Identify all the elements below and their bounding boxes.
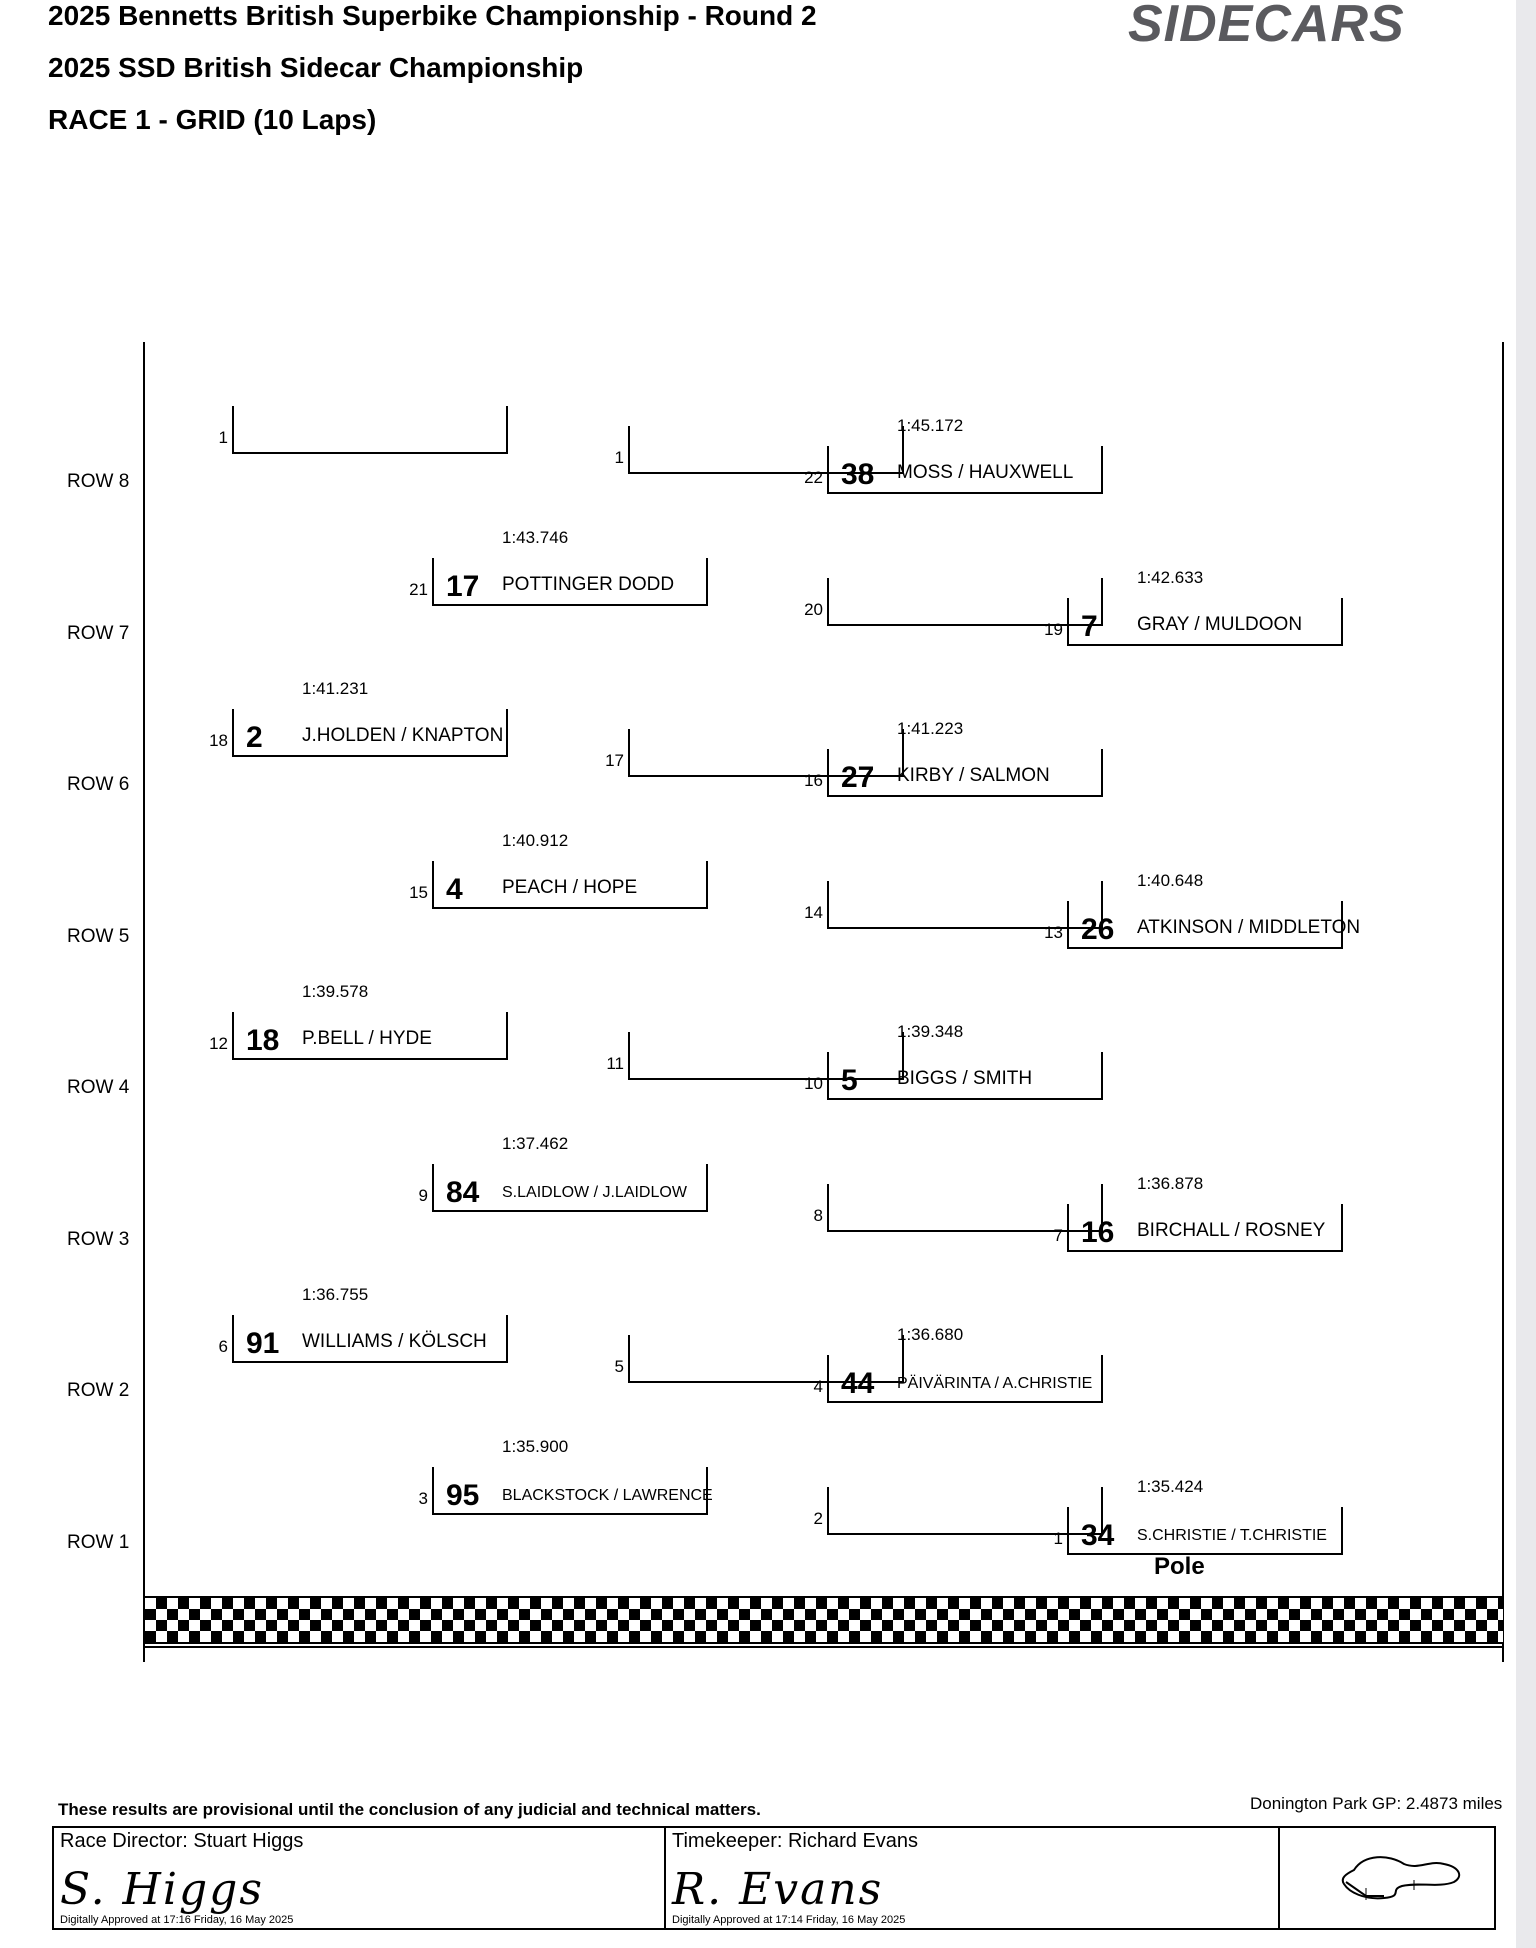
grid-position: 15 (409, 882, 428, 902)
row-label: ROW 8 (67, 471, 130, 492)
race-director-cell (54, 1828, 666, 1928)
grid-position: 16 (804, 771, 823, 790)
qualifying-time: 1:39.578 (302, 982, 369, 1001)
grid-position: 13 (1044, 922, 1063, 942)
crew-names: BLACKSTOCK / LAWRENCE (502, 1486, 713, 1504)
crew-names: ATKINSON / MIDDLETON (1137, 916, 1361, 938)
race-title: RACE 1 - GRID (10 Laps) (48, 104, 377, 135)
row-label: ROW 4 (67, 1077, 130, 1098)
timekeeper-label: Timekeeper: Richard Evans (672, 1830, 919, 1852)
row-label: ROW 6 (67, 774, 130, 795)
competitor-number: 91 (246, 1327, 280, 1360)
chequered-flag-line (145, 1596, 1503, 1644)
competitor-number: 16 (1081, 1215, 1115, 1249)
qualifying-time: 1:42.633 (1137, 567, 1204, 587)
sidecar-championship-title: 2025 SSD British Sidecar Championship (48, 52, 584, 83)
qualifying-time: 1:35.424 (1137, 1476, 1204, 1496)
qualifying-time: 1:36.680 (897, 1325, 964, 1344)
grid-slot (827, 881, 1103, 929)
grid-position: 17 (605, 751, 624, 770)
competitor-number: 38 (841, 458, 875, 491)
qualifying-time: 1:40.648 (1137, 870, 1204, 890)
track-info: Donington Park GP: 2.4873 miles (1250, 1794, 1503, 1813)
timekeeper-cell (666, 1828, 1280, 1928)
grid-position: 9 (418, 1185, 428, 1205)
crew-names: POTTINGER DODD (502, 573, 675, 595)
competitor-number: 7 (1081, 609, 1098, 643)
qualifying-time: 1:35.900 (502, 1436, 569, 1456)
crew-names: BIRCHALL / ROSNEY (1137, 1219, 1326, 1241)
sidecars-logo (1128, 0, 1518, 50)
crew-names: PEACH / HOPE (502, 876, 638, 898)
competitor-number: 5 (841, 1064, 858, 1097)
grid-left-border (143, 342, 145, 1662)
crew-names: PÄIVÄRINTA / A.CHRISTIE (897, 1375, 1093, 1392)
crew-names: J.HOLDEN / KNAPTON (302, 725, 504, 746)
qualifying-time: 1:45.172 (897, 416, 964, 435)
crew-names: WILLIAMS / KÖLSCH (302, 1331, 487, 1352)
grid-position: 18 (209, 731, 228, 750)
race-director-label: Race Director: Stuart Higgs (60, 1830, 304, 1852)
crew-names: KIRBY / SALMON (897, 765, 1050, 786)
grid-position: 19 (1044, 619, 1063, 639)
race-director-signature: S. Higgs (60, 1864, 264, 1915)
crew-names: P.BELL / HYDE (302, 1028, 432, 1049)
row-label: ROW 7 (67, 622, 130, 644)
grid-position: 14 (804, 902, 823, 922)
championship-title: 2025 Bennetts British Superbike Championship - Round 2 (48, 0, 817, 31)
timekeeper-signature: R. Evans (672, 1864, 884, 1915)
grid-position: 6 (218, 1337, 228, 1356)
timekeeper-approval: Digitally Approved at 17:14 Friday, 16 May 2025 (672, 1914, 906, 1926)
grid-position: 1 (218, 428, 228, 447)
grid-position: 10 (804, 1074, 823, 1093)
grid-slot (232, 406, 508, 454)
race-director-approval: Digitally Approved at 17:16 Friday, 16 May 2025 (60, 1914, 294, 1926)
competitor-number: 26 (1081, 912, 1115, 946)
track-map-icon (1294, 1834, 1490, 1922)
qualifying-time: 1:41.223 (897, 719, 964, 738)
crew-names: GRAY / MULDOON (1137, 613, 1303, 635)
grid-position: 12 (209, 1034, 228, 1053)
grid-position: 20 (804, 599, 823, 619)
provisional-notice: These results are provisional until the conclusion of any judicial and technical matters. (58, 1800, 761, 1819)
qualifying-time: 1:41.231 (302, 679, 369, 698)
grid-position: 8 (813, 1205, 823, 1225)
qualifying-time: 1:36.755 (302, 1285, 369, 1304)
competitor-number: 17 (446, 569, 480, 603)
pole-label: Pole (1154, 1553, 1205, 1580)
row-label: ROW 3 (67, 1228, 130, 1250)
row-label: ROW 2 (67, 1380, 130, 1401)
competitor-number: 95 (446, 1478, 480, 1512)
qualifying-time: 1:36.878 (1137, 1173, 1204, 1193)
grid-position: 2 (813, 1508, 823, 1528)
crew-names: BIGGS / SMITH (897, 1068, 1033, 1089)
grid-position: 1 (1053, 1528, 1063, 1548)
grid-right-border (1502, 342, 1504, 1662)
signature-box (52, 1826, 1496, 1930)
grid-slot (827, 578, 1103, 626)
competitor-number: 27 (841, 761, 875, 794)
competitor-number: 34 (1081, 1518, 1115, 1552)
qualifying-time: 1:43.746 (502, 527, 569, 547)
grid-position: 22 (804, 468, 823, 487)
grid-slot (827, 1184, 1103, 1232)
grid-position: 1 (614, 448, 624, 467)
grid-slot (827, 1487, 1103, 1535)
crew-names: MOSS / HAUXWELL (897, 462, 1074, 483)
grid-position: 4 (813, 1377, 823, 1396)
row-label: ROW 1 (67, 1531, 130, 1553)
start-line (145, 1646, 1503, 1648)
qualifying-time: 1:39.348 (897, 1022, 964, 1041)
competitor-number: 2 (246, 721, 263, 754)
competitor-number: 84 (446, 1175, 480, 1209)
grid-position: 11 (606, 1054, 624, 1073)
grid-position: 21 (409, 579, 428, 599)
row-label: ROW 5 (67, 925, 130, 947)
logo-wordmark: SIDECARS (1128, 0, 1405, 50)
grid-position: 3 (418, 1488, 428, 1508)
grid-position: 7 (1053, 1225, 1063, 1245)
competitor-number: 18 (246, 1024, 280, 1057)
qualifying-time: 1:37.462 (502, 1133, 569, 1153)
competitor-number: 44 (841, 1367, 875, 1400)
qualifying-time: 1:40.912 (502, 830, 569, 850)
competitor-number: 4 (446, 872, 463, 906)
grid-position: 5 (614, 1357, 624, 1376)
crew-names: S.CHRISTIE / T.CHRISTIE (1137, 1526, 1327, 1544)
crew-names: S.LAIDLOW / J.LAIDLOW (502, 1183, 687, 1201)
